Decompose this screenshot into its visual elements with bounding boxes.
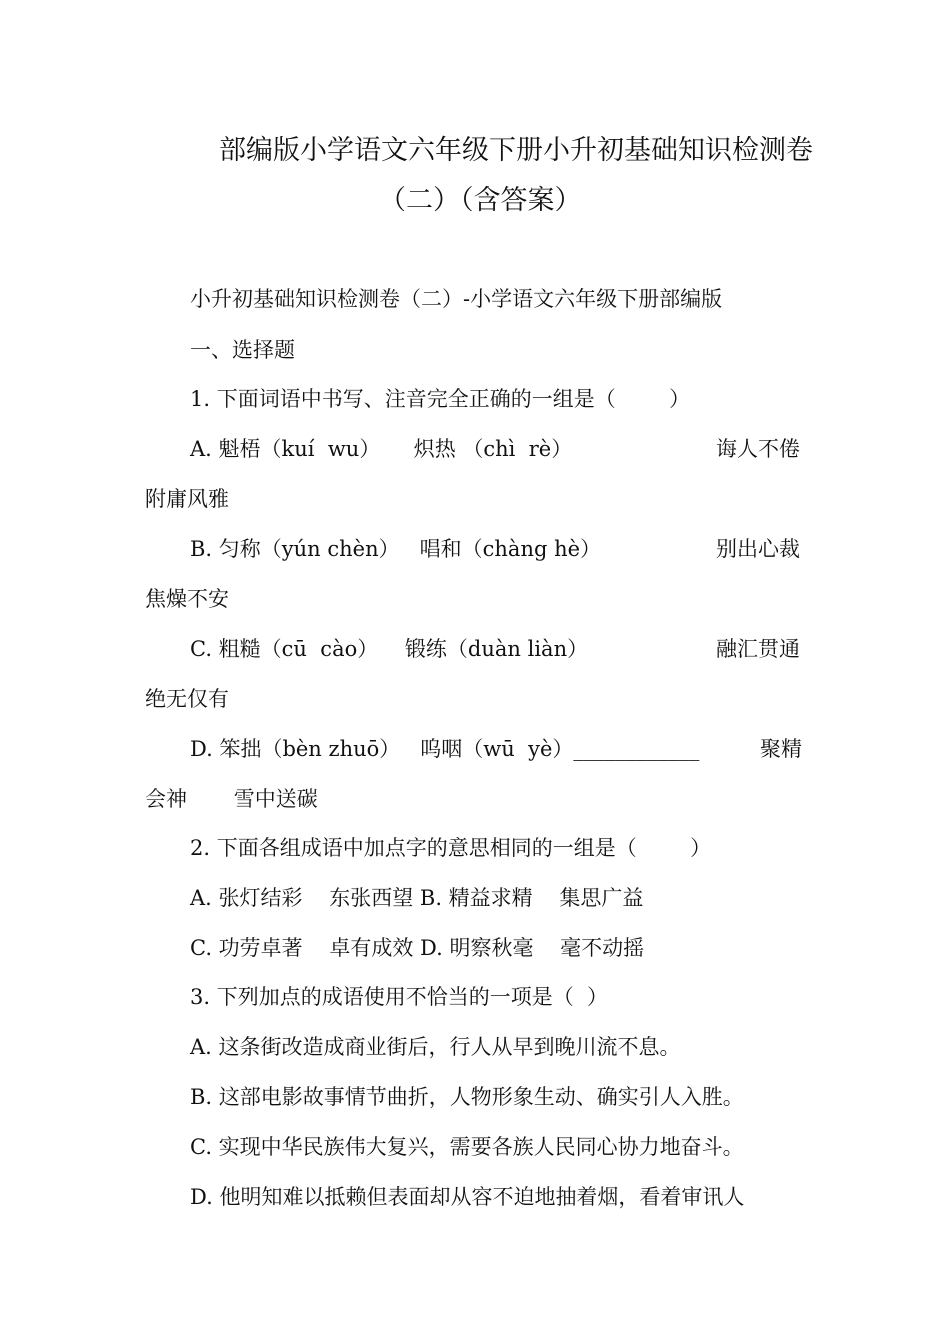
question-3-option-b: B. 这部电影故事情节曲折，人物形象生动、确实引人入胜。 [190,1085,744,1109]
section-heading: 一、选择题 [190,338,295,362]
question-1-option-c-idiom: 融汇贯通 [716,637,800,661]
question-3-option-a: A. 这条街改造成商业街后，行人从早到晚川流不息。 [190,1035,681,1059]
document-title-line-1: 部编版小学语文六年级下册小升初基础知识检测卷 [219,135,813,166]
question-1-option-d-idiom: 聚精 [760,737,802,761]
question-1-option-b-continuation: 焦燥不安 [145,587,229,611]
document-title-line-2: （二）（含答案） [379,185,582,216]
question-1-option-a-continuation: 附庸风雅 [145,487,229,511]
question-1-option-b-idiom: 别出心裁 [716,537,800,561]
question-1-option-d: D. 笨拙（bèn zhuō） 呜咽（wū yè）____________ [190,737,700,761]
question-2-options-ab: A. 张灯结彩 东张西望 B. 精益求精 集思广益 [190,886,644,910]
question-2-options-cd: C. 功劳卓著 卓有成效 D. 明察秋毫 毫不动摇 [190,936,645,960]
question-1-option-c-continuation: 绝无仅有 [145,687,229,711]
question-3-option-d: D. 他明知难以抵赖但表面却从容不迫地抽着烟，看着审讯人 [190,1185,745,1209]
question-2-stem: 2. 下面各组成语中加点字的意思相同的一组是（ ） [190,836,712,860]
question-1-option-d-continuation: 会神 雪中送碳 [145,787,318,811]
question-3-option-c: C. 实现中华民族伟大复兴，需要各族人民同心协力地奋斗。 [190,1135,744,1159]
question-1-stem: 1. 下面词语中书写、注音完全正确的一组是（ ） [190,387,691,411]
question-1-option-a: A. 魁梧（kuí wu） 炽热 （chì rè） [190,437,573,461]
question-1-option-c: C. 粗糙（cū cào） 锻练（duàn liàn） [190,637,589,661]
question-1-option-a-idiom: 诲人不倦 [716,437,800,461]
document-subtitle: 小升初基础知识检测卷（二）-小学语文六年级下册部编版 [190,287,723,311]
question-3-stem: 3. 下列加点的成语使用不恰当的一项是（ ） [190,985,609,1009]
question-1-option-b: B. 匀称（yún chèn） 唱和（chàng hè） [190,537,602,561]
